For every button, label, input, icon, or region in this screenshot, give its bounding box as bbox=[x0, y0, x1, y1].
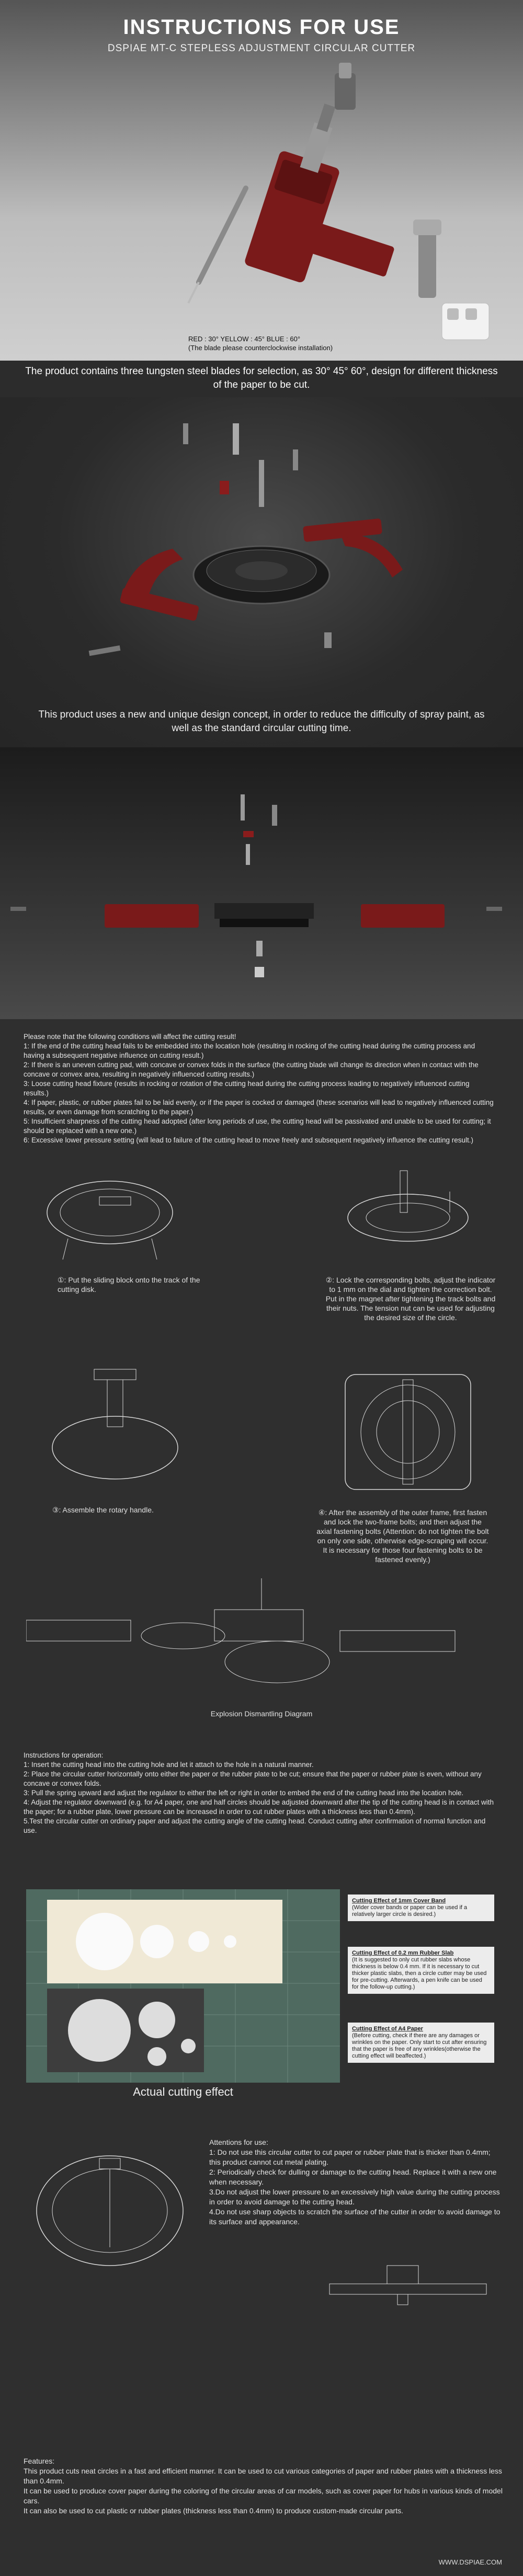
cutting-effect-photo bbox=[26, 1889, 340, 2083]
attention-item: 4.Do not use sharp objects to scratch the surface of the cutter in order to avoid damage to its surface and appearance. bbox=[209, 2208, 501, 2226]
side-exploded-render bbox=[0, 784, 523, 1003]
conditions-block bbox=[24, 1032, 494, 1145]
attention-item: 1: Do not use this circular cutter to cut paper or rubber plate that is thicker than 0.4mm; this product cannot cut metal plating. bbox=[209, 2148, 491, 2166]
effect-note-title: Cutting Effect of 1mm Cover Band bbox=[352, 1898, 446, 1904]
attentions-line-art bbox=[21, 2132, 194, 2289]
step3-line-art bbox=[31, 1359, 199, 1500]
effect-note-title: Cutting Effect of A4 Paper bbox=[352, 2026, 423, 2032]
operation-intro: Instructions for operation: bbox=[24, 1751, 104, 1759]
feature-item: This product cuts neat circles in a fast and efficient manner. It can be used to cut various categories of paper and rubber plates with a thickness less than 0.4mm. bbox=[24, 2467, 502, 2485]
condition-item: 1: If the end of the cutting head fails to be embedded into the location hole (resulting in rocking of the cutting head during the cutting process and having a subsequent negative influence on cutting result.) bbox=[24, 1042, 475, 1059]
blade-color-note bbox=[188, 334, 377, 352]
operation-block bbox=[24, 1751, 494, 1835]
features-block bbox=[24, 2456, 505, 2516]
cutter-side-line-art bbox=[324, 2263, 502, 2310]
footer-url: WWW.DSPIAE.COM bbox=[438, 2558, 502, 2566]
condition-item: 5: Insufficient sharpness of the cutting head adopted (after long periods of use, the cutting head will be passivated and unable to be used for cutting; it should be replaced with a new one.) bbox=[24, 1117, 491, 1135]
features-intro: Features: bbox=[24, 2457, 55, 2465]
feature-item: It can also be used to cut plastic or rubber plates (thickness less than 0.4mm) to produce custom-made circular parts. bbox=[24, 2506, 403, 2515]
operation-item: 4: Adjust the regulator downward (e.g. for A4 paper, one and half circles should be adjusted downward after the tip of the cutting head is in contact with the paper; for a rubber plate, lower pressure can be increased in order to cut rubber plates with a thickness less than 0.4mm). bbox=[24, 1798, 494, 1816]
operation-item: 3: Pull the spring upward and adjust the regulator to either the left or right in order to embed the end of the cutting head into the location hole. bbox=[24, 1789, 464, 1797]
attention-item: 2: Periodically check for dulling or damage to the cutting head. Replace it with a new one when necessary. bbox=[209, 2168, 497, 2186]
effect-note-title: Cutting Effect of 0.2 mm Rubber Slab bbox=[352, 1950, 454, 1956]
operation-item: 5.Test the circular cutter on ordinary paper and adjust the cutting angle of the cutting head. Conduct cutting after confirmation of normal function and use. bbox=[24, 1817, 486, 1834]
step2-caption: ②: Lock the corresponding bolts, adjust the indicator to 1 mm on the dial and tighten the correction bolt. Put in the magnet after tightening the track bolts and their nuts. The tension nut can be used for adjusting the desired size of the circle. bbox=[325, 1276, 496, 1322]
blade-info-bar bbox=[0, 361, 523, 397]
cutting-effect-caption: Actual cutting effect bbox=[133, 2085, 233, 2098]
step1-line-art bbox=[31, 1160, 188, 1270]
effect-note-cover-band bbox=[348, 1895, 494, 1921]
conditions-intro: Please note that the following conditions will affect the cutting result! bbox=[24, 1033, 236, 1041]
design-concept-text: This product uses a new and unique design concept, in order to reduce the difficulty of spray paint, as well as the standard circular cutting time. bbox=[38, 709, 485, 734]
operation-item: 1: Insert the cutting head into the cutting hole and let it attach to the hole in a natural manner. bbox=[24, 1761, 314, 1769]
condition-item: 4: If paper, plastic, or rubber plates fail to be laid evenly, or if the paper is cocked or damaged (these scenarios will lead to negatively influenced cutting results, or even damage from scratching to the paper.) bbox=[24, 1099, 494, 1116]
feature-item: It can be used to produce cover paper during the coloring of the circular areas of car models, such as cover paper for hubs in various kinds of model cars. bbox=[24, 2487, 503, 2505]
step3-caption: ③: Assemble the rotary handle. bbox=[52, 1506, 154, 1514]
explosion-diagram-caption: Explosion Dismantling Diagram bbox=[210, 1709, 313, 1718]
page-title: INSTRUCTIONS FOR USE bbox=[123, 16, 400, 39]
page-subtitle: DSPIAE MT-C STEPLESS ADJUSTMENT CIRCULAR CUTTER bbox=[107, 43, 416, 54]
condition-item: 3: Loose cutting head fixture (results in rocking or rotation of the cutting head during the cutting process leading to negatively influenced cutting results.) bbox=[24, 1080, 470, 1097]
effect-note-body: (It is suggested to only cut rubber slabs whose thickness is below 0.4 mm. If it is necessary to cut thicker plastic slabs, then a circle cutter may be used for pre-cutting. Afterwards, a pen knife can be used for the follow-up cutting.) bbox=[352, 1957, 487, 1990]
attentions-intro: Attentions for use: bbox=[209, 2138, 268, 2146]
explosion-diagram bbox=[26, 1578, 497, 1704]
blade-colors-line: RED : 30° YELLOW : 45° BLUE : 60° bbox=[188, 335, 301, 343]
exploded-product-render bbox=[0, 402, 523, 695]
effect-note-body: (Wider cover bands or paper can be used if a relatively larger circle is desired.) bbox=[352, 1904, 468, 1917]
attentions-block bbox=[209, 2138, 502, 2227]
step4-caption: ④: After the assembly of the outer frame, first fasten and lock the two-frame bolts; and then adjust the axial fastening bolts (Attention: do not tighten the bolt on only one side, otherwise edge-scraping will occur. It is necessary for those four fastening bolts to be fastened evenly.) bbox=[316, 1508, 489, 1564]
operation-item: 2: Place the circular cutter horizontally onto either the paper or the rubber plate to be cut; ensure that the paper or rubber plate is even, without any concave or convex folds. bbox=[24, 1770, 482, 1787]
step4-line-art bbox=[324, 1359, 492, 1500]
step2-line-art bbox=[335, 1160, 492, 1270]
effect-note-rubber-slab bbox=[348, 1947, 494, 1994]
attention-item: 3.Do not adjust the lower pressure to an excessively high value during the cutting process in order to avoid damage to the cutting head. bbox=[209, 2188, 500, 2206]
step1-caption: ①: Put the sliding block onto the track of the cutting disk. bbox=[58, 1276, 200, 1293]
condition-item: 6: Excessive lower pressure setting (will lead to failure of the cutting head to move freely and subsequent negatively influence the cutting result.) bbox=[24, 1136, 473, 1144]
blade-info-text: The product contains three tungsten steel blades for selection, as 30° 45° 60°, design for different thickness of the paper to be cut. bbox=[25, 366, 498, 390]
condition-item: 2: If there is an uneven cutting pad, with concave or convex folds in the surface (the cutting blade will change its direction when in contact with the concave or convex area, resulting in negatively influenced cutting results.) bbox=[24, 1061, 479, 1078]
effect-note-a4-paper bbox=[348, 2023, 494, 2063]
blade-install-line: (The blade please counterclockwise installation) bbox=[188, 344, 333, 352]
effect-note-body: (Before cutting, check if there are any damages or wrinkles on the paper. Only start to cut after ensuring that the paper is free of any wrinkles(otherwise the cutting effect will beaffected.) bbox=[352, 2032, 487, 2059]
